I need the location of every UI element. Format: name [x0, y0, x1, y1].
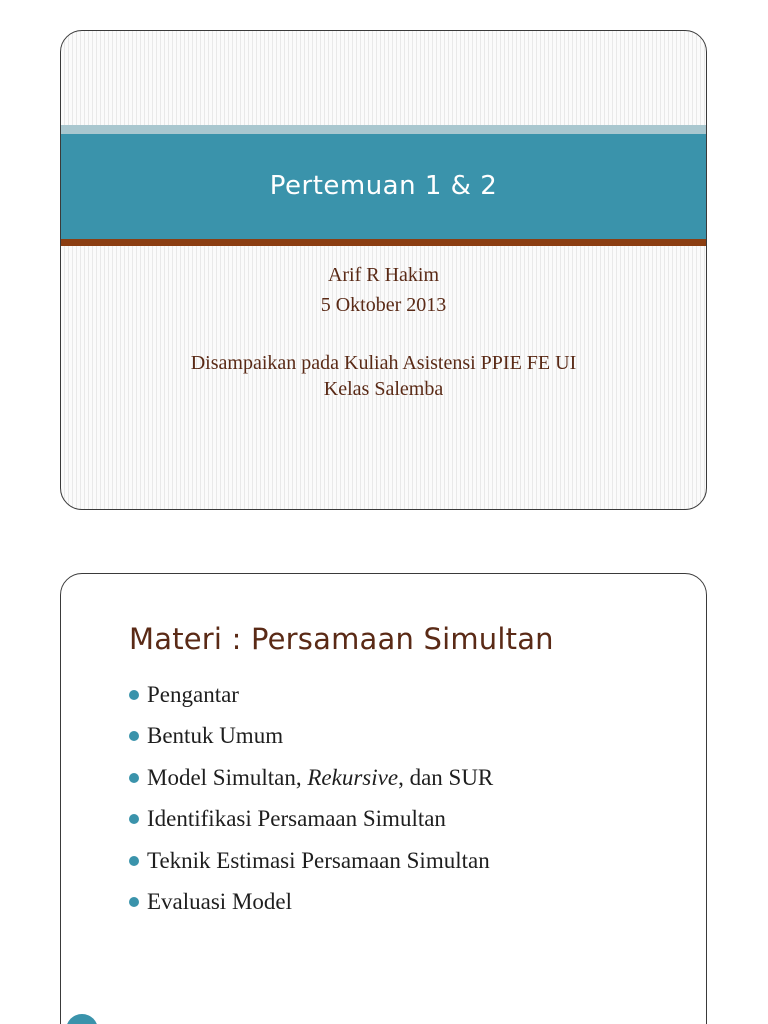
bullet-dot-icon	[129, 856, 139, 866]
list-item-text-italic: Rekursive	[307, 764, 399, 790]
list-item-text: Evaluasi Model	[147, 889, 292, 915]
bullet-list	[129, 674, 493, 923]
author-name: Arif R Hakim	[327, 264, 440, 286]
bullet-dot-icon	[129, 773, 139, 783]
bullet-dot-icon	[129, 690, 139, 700]
list-item-text: Identifikasi Persamaan Simultan	[147, 806, 446, 832]
list-item-text	[147, 765, 493, 791]
content-slide	[60, 573, 707, 1024]
class-name: Kelas Salemba	[323, 378, 444, 400]
list-item-text-part: , dan SUR	[398, 764, 494, 790]
bullet-dot-icon	[129, 731, 139, 741]
list-item-text: Teknik Estimasi Persamaan Simultan	[147, 847, 490, 873]
bullet-dot-icon	[129, 897, 139, 907]
list-item	[129, 757, 493, 799]
header-band-light	[61, 125, 706, 134]
list-item	[129, 840, 493, 882]
presentation-date: 5 Oktober 2013	[320, 294, 447, 316]
title-slide	[60, 30, 707, 510]
list-item-text-part: Model Simultan,	[147, 764, 308, 790]
slide-number-badge-icon	[66, 1014, 98, 1024]
event-description: Disampaikan pada Kuliah Asistensi PPIE FE UI	[190, 352, 577, 374]
list-item-text: Pengantar	[147, 681, 239, 707]
slide-heading: Materi : Persamaan Simultan	[129, 622, 554, 656]
bullet-dot-icon	[129, 814, 139, 824]
list-item-text: Bentuk Umum	[147, 723, 284, 749]
list-item	[129, 674, 493, 716]
list-item	[129, 882, 493, 924]
header-rule	[61, 239, 706, 246]
list-item	[129, 716, 493, 758]
list-item	[129, 799, 493, 841]
slide-title: Pertemuan 1 & 2	[269, 171, 498, 201]
